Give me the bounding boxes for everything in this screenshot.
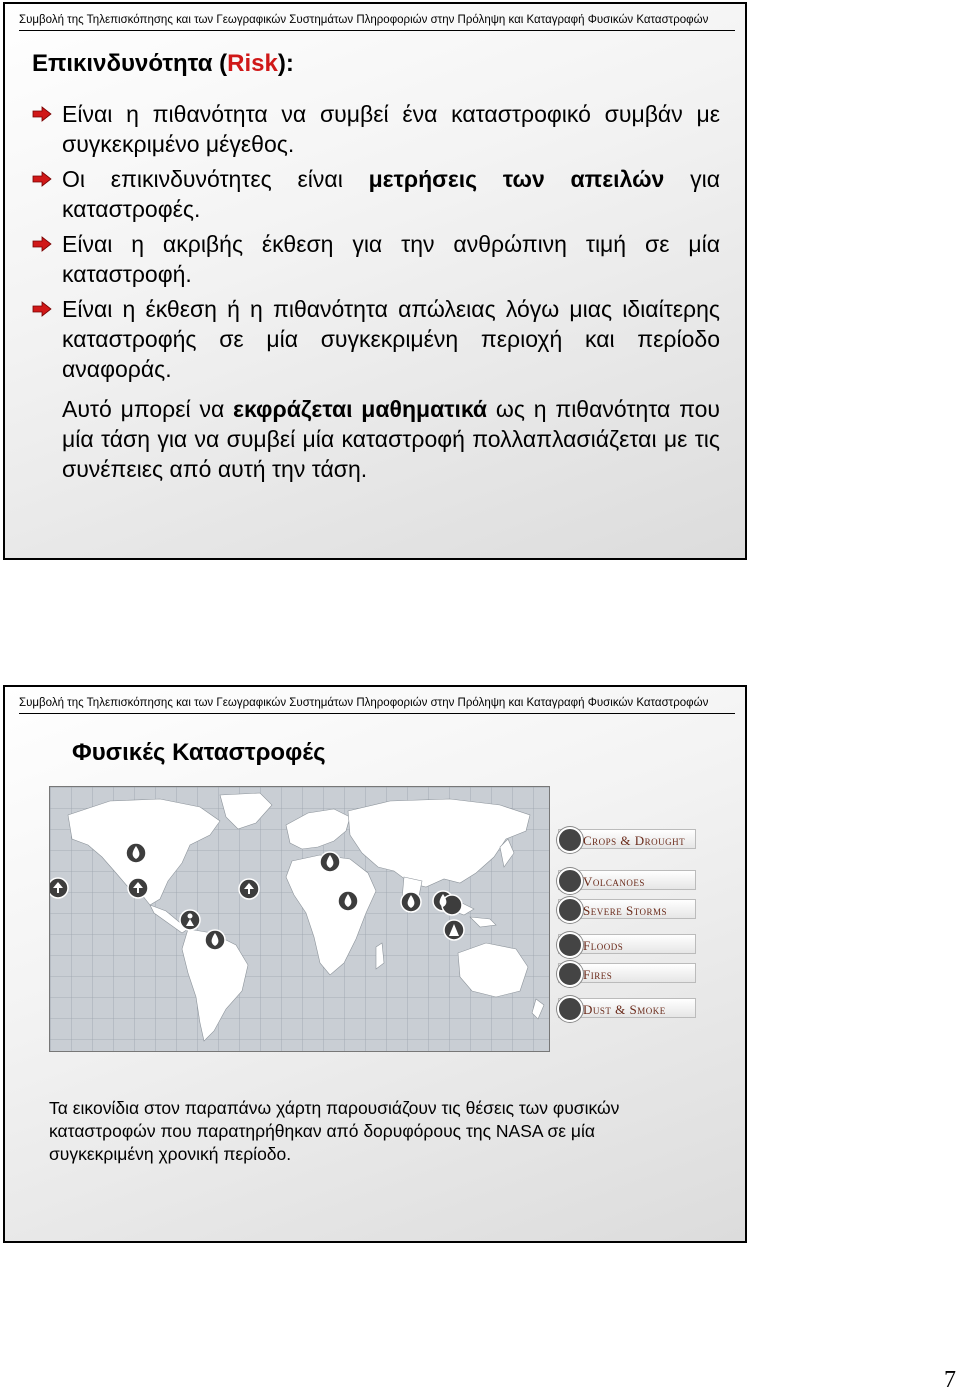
risk-term: Risk <box>227 50 278 77</box>
slide-header: Συμβολή της Τηλεπισκόπησης και των Γεωγραφικών Συστημάτων Πληροφοριών στην Πρόληψη και Καταγραφή Φυσικών Καταστροφών <box>19 14 735 31</box>
dust-smoke-icon <box>557 996 583 1022</box>
formula-paragraph: Αυτό μπορεί να εκφράζεται μαθηματικά ως η πιθανότητα που μία τάση για να συμβεί μία καταστροφή πολλαπλασιάζεται με τις συνέπειες από αυτή την τάση. <box>62 396 721 482</box>
legend-crops-drought[interactable]: Crops & Drought <box>558 829 696 849</box>
arrow-bullet-icon <box>32 106 52 122</box>
flood-icon <box>557 932 583 958</box>
bullet-item: Είναι η πιθανότητα να συμβεί ένα καταστροφικό συμβάν με συγκεκριμένο μέγεθος. <box>32 99 720 159</box>
map-caption: Τα εικονίδια στον παραπάνω χάρτη παρουσιάζουν τις θέσεις των φυσικών καταστροφών που παρατηρήθηκαν από δορυφόρους της NASA σε μία συγκεκριμένη χρονική περίοδο. <box>49 1098 620 1164</box>
world-map <box>49 786 550 1052</box>
slide-natural-disasters <box>3 685 747 1243</box>
storm-icon <box>557 897 583 923</box>
arrow-bullet-icon <box>32 171 52 187</box>
page-number: 7 <box>944 1367 956 1393</box>
slide-header: Συμβολή της Τηλεπισκόπησης και των Γεωγραφικών Συστημάτων Πληροφοριών στην Πρόληψη και Καταγραφή Φυσικών Καταστροφών <box>19 697 735 714</box>
crops-drought-icon <box>557 827 583 853</box>
legend-fires[interactable]: Fires <box>558 963 696 983</box>
arrow-bullet-icon <box>32 236 52 252</box>
volcano-icon <box>557 868 583 894</box>
slide-title: Επικινδυνότητα (Risk): <box>32 50 294 77</box>
slide-risk <box>3 2 747 560</box>
bullet-item: Είναι η ακριβής έκθεση για την ανθρώπινη τιμή σε μία καταστροφή. <box>32 229 720 289</box>
legend-dust-smoke[interactable]: Dust & Smoke <box>558 998 696 1018</box>
slide-title: Φυσικές Καταστροφές <box>72 739 326 766</box>
bullet-list <box>32 99 720 484</box>
fire-icon <box>557 961 583 987</box>
legend-volcanoes[interactable]: Volcanoes <box>558 870 696 890</box>
bullet-item: Είναι η έκθεση ή η πιθανότητα απώλειας λόγω μιας ιδιαίτερης καταστροφής σε μία συγκεκριμένη περιοχή και περίοδο αναφοράς. <box>32 294 720 384</box>
arrow-bullet-icon <box>32 301 52 317</box>
bullet-item: Οι επικινδυνότητες είναι μετρήσεις των απειλών για καταστροφές. <box>32 164 720 224</box>
legend-floods[interactable]: Floods <box>558 934 696 954</box>
world-map-graphic <box>50 787 549 1051</box>
legend-severe-storms[interactable]: Severe Storms <box>558 899 696 919</box>
